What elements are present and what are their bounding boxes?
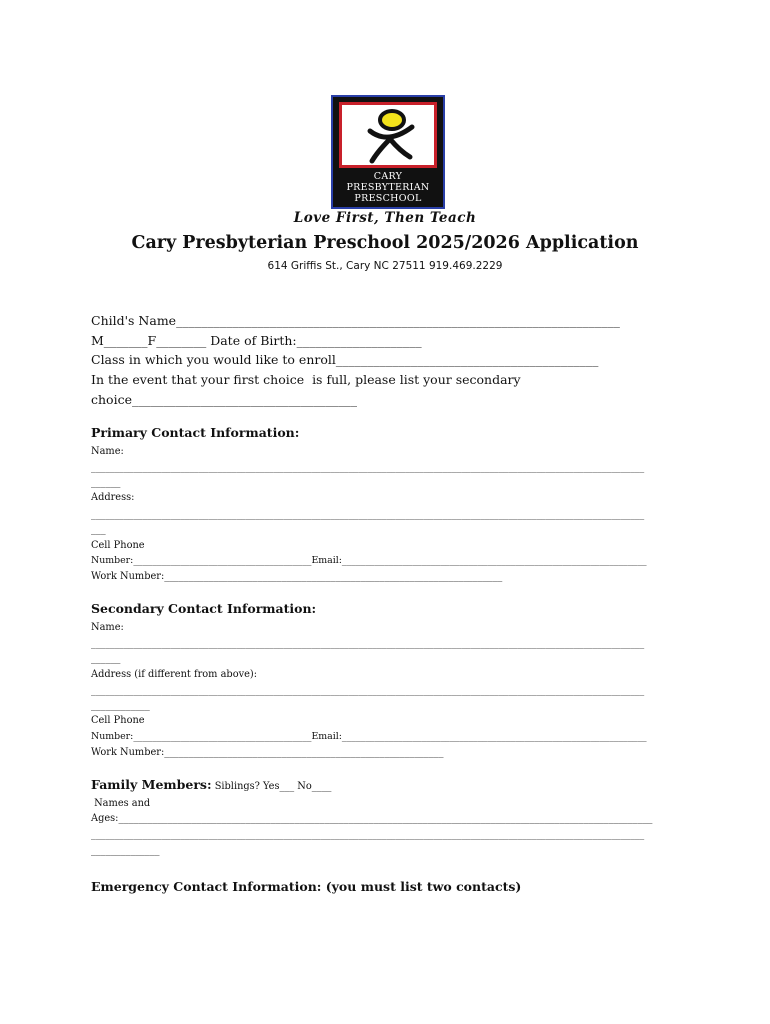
child-name-field[interactable]: Child's Name_______________________________________________________________________: [91, 313, 620, 328]
gender-dob-field[interactable]: M_______F________ Date of Birth:____________________: [91, 333, 422, 348]
secondary-address-field[interactable]: ______________________________________________________________________________________________________________________: [91, 685, 645, 696]
ages-field-cont-2[interactable]: ______________: [91, 845, 160, 856]
logo-text: [333, 171, 443, 204]
emergency-contact-heading: Emergency Contact Information: (you must list two contacts): [91, 879, 522, 894]
primary-name-field[interactable]: ______________________________________________________________________________________________________________________: [91, 462, 645, 473]
primary-address-field-cont[interactable]: ___: [91, 524, 106, 535]
secondary-cell-label: Cell Phone: [91, 715, 145, 726]
secondary-choice-field[interactable]: choice____________________________________: [91, 392, 357, 407]
school-logo: [331, 95, 445, 209]
primary-address-field[interactable]: ______________________________________________________________________________________________________________________: [91, 509, 645, 520]
secondary-choice-text: In the event that your first choice is full, please list your secondary: [91, 372, 521, 387]
secondary-name-field[interactable]: ______________________________________________________________________________________________________________________: [91, 638, 645, 649]
secondary-name-field-cont[interactable]: ______: [91, 653, 121, 664]
primary-work-number-field[interactable]: Work Number:_____________________________________________________________________: [91, 571, 503, 582]
secondary-work-number-field[interactable]: Work Number:_________________________________________________________: [91, 747, 444, 758]
school-address: 614 Griffis St., Cary NC 27511 919.469.2229: [267, 260, 503, 272]
primary-cell-label: Cell Phone: [91, 540, 145, 551]
stick-figure-icon: [342, 105, 434, 165]
primary-address-label: Address:: [91, 492, 135, 503]
class-enroll-field[interactable]: Class in which you would like to enroll__________________________________________: [91, 352, 599, 367]
primary-number-email-field[interactable]: Number:______________________________________Email:_________________________________________________________________: [91, 555, 647, 566]
primary-contact-heading: Primary Contact Information:: [91, 425, 300, 440]
ages-field[interactable]: Ages:_____________________________________________________________________________________________________________: [91, 813, 653, 824]
logo-inner-panel: [339, 102, 437, 168]
family-members-row: [91, 777, 331, 795]
primary-name-field-cont[interactable]: ______: [91, 477, 121, 488]
logo-text-line: PRESCHOOL: [354, 193, 422, 204]
secondary-number-email-field[interactable]: Number:______________________________________Email:_________________________________________________________________: [91, 731, 647, 742]
names-label: Names and: [91, 798, 151, 809]
secondary-name-label: Name:: [91, 622, 124, 633]
logo-text-line: PRESBYTERIAN: [346, 182, 430, 193]
family-members-heading: Family Members:: [91, 777, 212, 792]
logo-text-line: CARY: [373, 171, 403, 182]
ages-field-cont[interactable]: ______________________________________________________________________________________________________________________: [91, 829, 645, 840]
secondary-address-field-cont[interactable]: ____________: [91, 700, 150, 711]
secondary-address-label: Address (if different from above):: [91, 669, 258, 680]
primary-name-label: Name:: [91, 446, 124, 457]
secondary-contact-heading: Secondary Contact Information:: [91, 601, 317, 616]
page-title: Cary Presbyterian Preschool 2025/2026 Application: [131, 233, 639, 253]
tagline: Love First, Then Teach: [293, 210, 477, 226]
siblings-field[interactable]: Siblings? Yes___ No____: [211, 781, 332, 792]
